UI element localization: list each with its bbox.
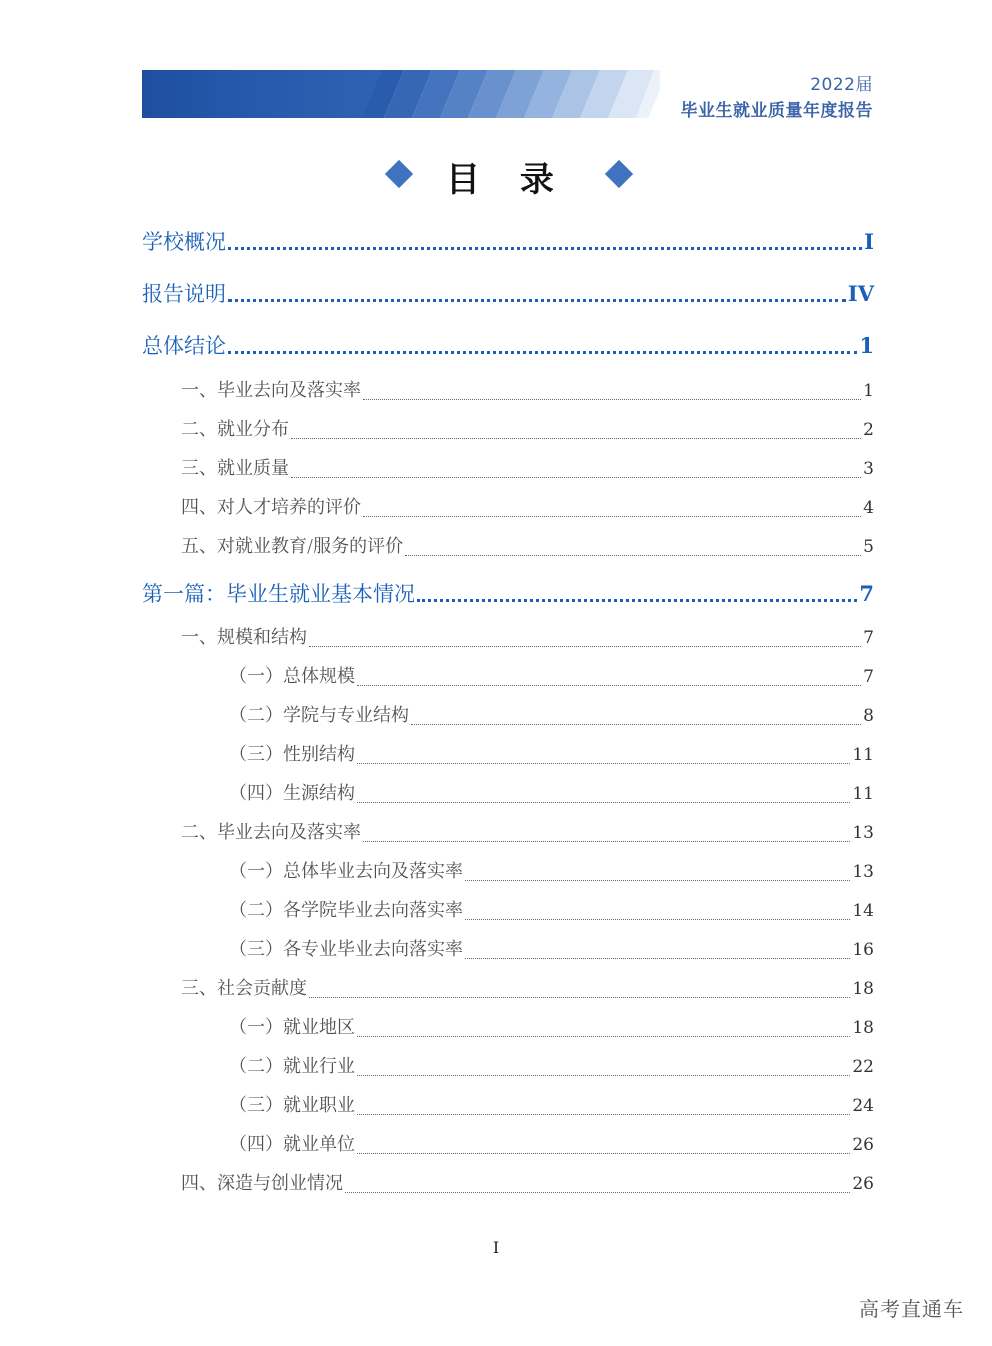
- toc-entry[interactable]: [181, 1169, 874, 1199]
- toc-entry-label: 五、对就业教育/服务的评价: [181, 536, 404, 557]
- toc-entry-label: （三）就业职业: [229, 1095, 355, 1116]
- toc-entry-label: （二）就业行业: [229, 1056, 355, 1077]
- toc-entry-page: IV: [847, 281, 874, 306]
- toc-entry-page: I: [864, 229, 874, 254]
- toc-entry-page: 16: [852, 940, 874, 960]
- toc-entry-page: 26: [852, 1135, 874, 1155]
- toc-entry-page: 7: [863, 628, 874, 648]
- toc-entry[interactable]: [181, 493, 874, 523]
- toc-entry-label: 一、规模和结构: [181, 627, 307, 648]
- toc-entry-page: 18: [852, 1018, 874, 1038]
- toc-leader-dots: [357, 685, 861, 686]
- toc-entry-page: 11: [852, 745, 874, 765]
- toc-entry-page: 11: [852, 784, 874, 804]
- toc-entry[interactable]: [142, 226, 874, 256]
- toc-leader-dots: [411, 724, 861, 725]
- toc-entry[interactable]: [229, 740, 874, 770]
- toc-entry[interactable]: [229, 662, 874, 692]
- toc-entry-label: 总体结论: [142, 334, 226, 358]
- toc-entry-label: 一、毕业去向及落实率: [181, 380, 361, 401]
- toc-entry[interactable]: [229, 1130, 874, 1160]
- toc-entry-label: 三、社会贡献度: [181, 978, 307, 999]
- toc-entry-page: 4: [863, 498, 874, 518]
- toc-entry-page: 1: [863, 381, 874, 401]
- watermark: 高考直通车: [859, 1297, 964, 1321]
- toc-entry-label: （一）就业地区: [229, 1017, 355, 1038]
- toc-entry-page: 18: [852, 979, 874, 999]
- toc-entry[interactable]: [181, 454, 874, 484]
- toc-entry-page: 2: [863, 420, 874, 440]
- toc-entry[interactable]: [229, 1013, 874, 1043]
- toc-entry[interactable]: [229, 896, 874, 926]
- toc-leader-dots: [357, 1075, 850, 1076]
- toc-leader-dots: [228, 351, 857, 354]
- toc-entry-label: 四、深造与创业情况: [181, 1173, 343, 1194]
- toc-title: 目 录: [446, 160, 568, 200]
- toc-leader-dots: [357, 1036, 850, 1037]
- toc-entry-page: 13: [852, 823, 874, 843]
- toc-leader-dots: [465, 919, 850, 920]
- toc-entry[interactable]: [229, 779, 874, 809]
- toc-entry-label: （三）各专业毕业去向落实率: [229, 939, 463, 960]
- toc-entry-label: 第一篇：毕业生就业基本情况: [142, 582, 415, 606]
- toc-leader-dots: [309, 646, 861, 647]
- toc-entry-page: 5: [863, 537, 874, 557]
- toc-leader-dots: [417, 599, 857, 602]
- toc-entry-label: （四）就业单位: [229, 1134, 355, 1155]
- toc-leader-dots: [291, 477, 861, 478]
- toc-entry-page: 13: [852, 862, 874, 882]
- toc-leader-dots: [357, 1114, 850, 1115]
- toc-leader-dots: [363, 841, 850, 842]
- toc-leader-dots: [405, 555, 861, 556]
- toc-entry-label: 学校概况: [142, 230, 226, 254]
- toc-leader-dots: [228, 247, 862, 250]
- toc-entry[interactable]: [229, 935, 874, 965]
- toc-leader-dots: [363, 399, 861, 400]
- toc-leader-dots: [228, 299, 846, 302]
- toc-entry[interactable]: [181, 974, 874, 1004]
- toc-entry-label: 二、毕业去向及落实率: [181, 822, 361, 843]
- toc-entry[interactable]: [142, 578, 874, 608]
- toc-entry-page: 7: [859, 581, 874, 606]
- toc-entry-label: （四）生源结构: [229, 783, 355, 804]
- toc-entry[interactable]: [229, 701, 874, 731]
- toc-entry-page: 7: [863, 667, 874, 687]
- toc-entry-label: 三、就业质量: [181, 458, 289, 479]
- toc-entry[interactable]: [229, 1052, 874, 1082]
- report-year: 2022届: [810, 75, 873, 95]
- toc-entry-page: 1: [859, 333, 874, 358]
- toc-entry-label: 四、对人才培养的评价: [181, 497, 361, 518]
- toc-entry-page: 14: [852, 901, 874, 921]
- toc-entry[interactable]: [142, 278, 874, 308]
- toc-leader-dots: [465, 958, 850, 959]
- toc-entry-label: （二）学院与专业结构: [229, 705, 409, 726]
- toc-leader-dots: [357, 802, 850, 803]
- toc-leader-dots: [357, 763, 850, 764]
- toc-leader-dots: [345, 1192, 850, 1193]
- toc-entry-page: 26: [852, 1174, 874, 1194]
- toc-entry-label: 二、就业分布: [181, 419, 289, 440]
- toc-entry-page: 8: [863, 706, 874, 726]
- toc-leader-dots: [309, 997, 850, 998]
- toc-entry-label: （二）各学院毕业去向落实率: [229, 900, 463, 921]
- toc-entry-label: （一）总体毕业去向及落实率: [229, 861, 463, 882]
- page-number: I: [492, 1238, 500, 1257]
- toc-entry[interactable]: [229, 1091, 874, 1121]
- report-name: 毕业生就业质量年度报告: [680, 101, 873, 121]
- toc-entry[interactable]: [181, 376, 874, 406]
- toc-leader-dots: [357, 1153, 850, 1154]
- toc-leader-dots: [465, 880, 850, 881]
- toc-leader-dots: [291, 438, 861, 439]
- toc-entry-page: 3: [863, 459, 874, 479]
- toc-entry[interactable]: [181, 623, 874, 653]
- toc-entry[interactable]: [181, 532, 874, 562]
- toc-leader-dots: [363, 516, 861, 517]
- toc-entry-label: （一）总体规模: [229, 666, 355, 687]
- toc-entry[interactable]: [181, 818, 874, 848]
- toc-entry-label: 报告说明: [142, 282, 226, 306]
- toc-entry[interactable]: [229, 857, 874, 887]
- toc-entry-page: 24: [852, 1096, 874, 1116]
- toc-entry-label: （三）性别结构: [229, 744, 355, 765]
- toc-entry[interactable]: [181, 415, 874, 445]
- toc-entry[interactable]: [142, 330, 874, 360]
- toc-entry-page: 22: [852, 1057, 874, 1077]
